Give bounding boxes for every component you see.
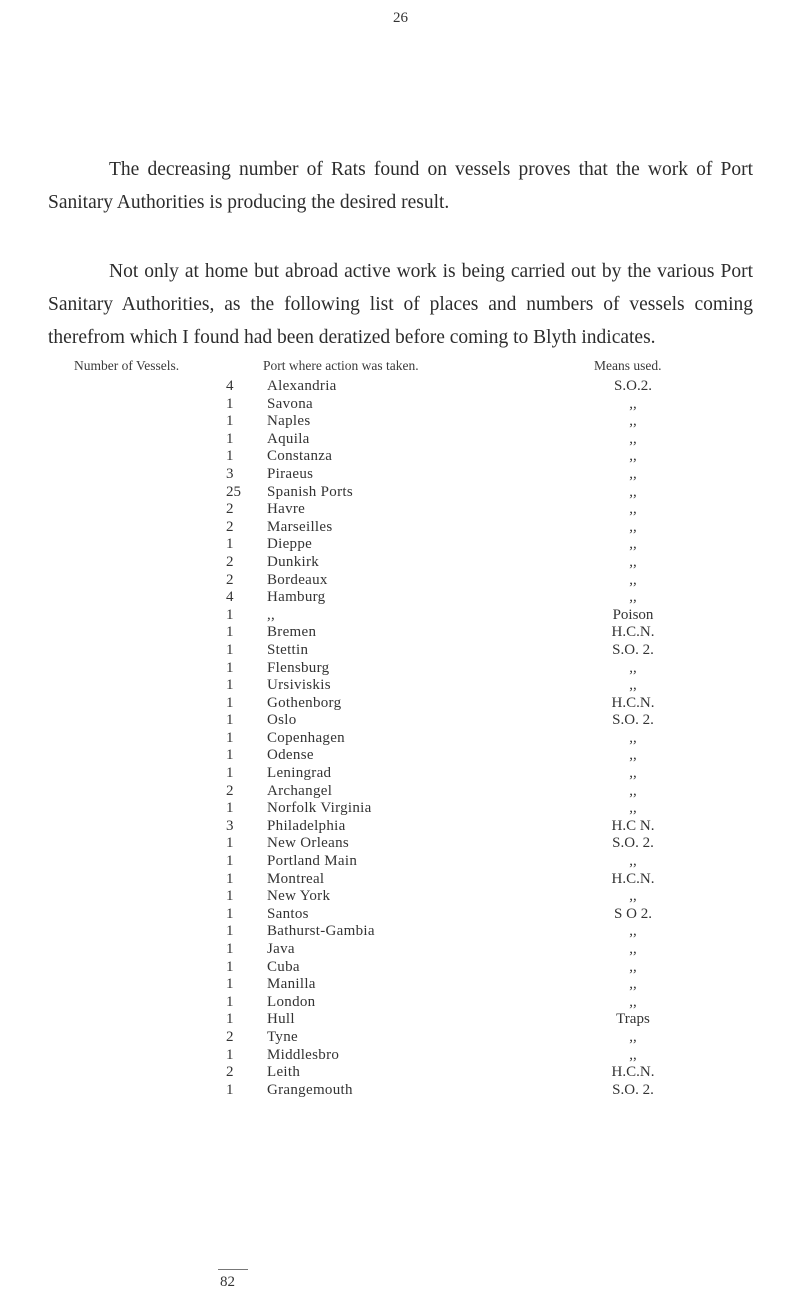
table-header (0, 354, 801, 378)
vessel-count: 1 (226, 888, 234, 905)
table-row (0, 607, 801, 625)
deratization-table-body (0, 378, 801, 1099)
port-name: Leningrad (267, 765, 332, 782)
table-row (0, 871, 801, 889)
vessel-count: 1 (226, 800, 234, 817)
vessel-count: 1 (226, 1081, 234, 1098)
means-used: ,, (629, 853, 637, 870)
port-name: Savona (267, 395, 313, 412)
table-row (0, 976, 801, 994)
port-name: Aquila (267, 430, 310, 447)
port-name: Bathurst-Gambia (267, 923, 375, 940)
port-name: Marseilles (267, 518, 333, 535)
port-name: Constanza (267, 448, 333, 465)
vessel-count: 1 (226, 923, 234, 940)
means-used: ,, (629, 448, 637, 465)
table-row (0, 941, 801, 959)
table-row (0, 660, 801, 678)
port-name: Grangemouth (267, 1081, 353, 1098)
means-used: ,, (629, 782, 637, 799)
vessel-count: 1 (226, 853, 234, 870)
means-used: H.C.N. (611, 870, 655, 887)
vessel-count: 3 (226, 817, 234, 834)
table-row (0, 747, 801, 765)
intro-paragraph: The decreasing number of Rats found on vessels proves that the work of Port Sanitary Authorities is producing the desired result. (48, 159, 753, 213)
vessel-count: 2 (226, 1028, 234, 1045)
means-used: ,, (629, 518, 637, 535)
vessel-count: 1 (226, 958, 234, 975)
total-rule (218, 1269, 248, 1270)
vessel-count: 1 (226, 1046, 234, 1063)
means-used: S.O. 2. (612, 835, 654, 852)
port-name: Havre (267, 501, 306, 518)
table-row (0, 994, 801, 1012)
means-used: H.C.N. (611, 624, 655, 641)
vessel-count: 3 (226, 465, 234, 482)
vessel-count: 2 (226, 1064, 234, 1081)
means-used: ,, (629, 923, 637, 940)
port-name: Leith (267, 1064, 301, 1081)
port-name: Montreal (267, 870, 325, 887)
table-row (0, 923, 801, 941)
table-row (0, 1064, 801, 1082)
port-name: Dunkirk (267, 553, 320, 570)
vessel-count: 1 (226, 395, 234, 412)
table-row (0, 818, 801, 836)
means-used: ,, (629, 765, 637, 782)
table-row (0, 712, 801, 730)
means-used: ,, (629, 1028, 637, 1045)
table-row (0, 800, 801, 818)
vessel-count: 1 (226, 641, 234, 658)
port-name: New Orleans (267, 835, 350, 852)
vessel-count: 1 (226, 993, 234, 1010)
vessel-count: 1 (226, 941, 234, 957)
means-used: ,, (629, 747, 637, 764)
means-used: ,, (629, 501, 637, 518)
means-used: ,, (629, 993, 637, 1010)
vessel-count: 1 (226, 430, 234, 447)
total-vessels: 82 (220, 1274, 235, 1290)
port-name: Oslo (267, 712, 297, 729)
port-name: Piraeus (267, 465, 314, 482)
vessel-count: 1 (226, 677, 234, 694)
means-used: ,, (629, 941, 637, 957)
header-number-of-vessels: Number of Vessels. (74, 358, 180, 373)
port-name: Portland Main (267, 853, 358, 870)
means-used: ,, (629, 677, 637, 694)
port-name: Spanish Ports (267, 483, 353, 500)
table-row (0, 624, 801, 642)
means-used: S O 2. (614, 905, 652, 922)
table-row (0, 888, 801, 906)
table-row (0, 1029, 801, 1047)
means-used: ,, (629, 571, 637, 588)
means-used: ,, (629, 589, 637, 606)
port-name: Philadelphia (267, 817, 346, 834)
table-row (0, 554, 801, 572)
port-name: Archangel (267, 782, 333, 799)
port-name: Bordeaux (267, 571, 328, 588)
list-intro-paragraph: Not only at home but abroad active work is being carried out by the various Port Sanitary Authorities, as the following list of places and numbers of vessels coming therefrom which I found had been deratized before coming to Blyth indicates. (48, 261, 753, 348)
table-row (0, 730, 801, 748)
vessel-count: 1 (226, 413, 234, 430)
port-name: New York (267, 888, 331, 905)
port-name: Alexandria (267, 378, 337, 394)
port-name: Copenhagen (267, 729, 345, 746)
means-used: ,, (629, 800, 637, 817)
table-row (0, 1082, 801, 1100)
table-row (0, 413, 801, 431)
vessel-count: 4 (226, 589, 234, 606)
port-name: Naples (267, 413, 311, 430)
table-row (0, 589, 801, 607)
means-used: ,, (629, 395, 637, 412)
means-used: S.O. 2. (612, 712, 654, 729)
vessel-count: 1 (226, 905, 234, 922)
vessel-count: 1 (226, 1011, 234, 1028)
means-used: H.C.N. (611, 1064, 655, 1081)
table-row (0, 765, 801, 783)
table-row (0, 501, 801, 519)
port-name: Stettin (267, 641, 309, 658)
means-used: ,, (629, 976, 637, 993)
port-name: ,, (267, 606, 276, 623)
vessel-count: 1 (226, 659, 234, 676)
port-name: Norfolk Virginia (267, 800, 372, 817)
means-used: H.C.N. (611, 694, 655, 711)
table-row (0, 484, 801, 502)
table-row (0, 396, 801, 414)
vessel-count: 1 (226, 747, 234, 764)
vessel-count: 2 (226, 518, 234, 535)
means-used: ,, (629, 465, 637, 482)
table-row (0, 1047, 801, 1065)
vessel-count: 1 (226, 606, 234, 623)
vessel-count: 1 (226, 448, 234, 465)
table-row (0, 835, 801, 853)
vessel-count: 1 (226, 624, 234, 641)
port-name: Dieppe (267, 536, 313, 553)
port-name: Hamburg (267, 589, 326, 606)
port-name: Gothenborg (267, 694, 342, 711)
table-row (0, 783, 801, 801)
means-used: ,, (629, 1046, 637, 1063)
table-row (0, 959, 801, 977)
port-name: Ursiviskis (267, 677, 331, 694)
vessel-count: 1 (226, 729, 234, 746)
means-used: Traps (616, 1011, 650, 1028)
vessel-count: 1 (226, 870, 234, 887)
means-used: Poison (612, 606, 654, 623)
port-name: Manilla (267, 976, 316, 993)
vessel-count: 2 (226, 782, 234, 799)
means-used: S.O. 2. (612, 641, 654, 658)
table-row (0, 431, 801, 449)
vessel-count: 2 (226, 553, 234, 570)
port-name: Santos (267, 905, 309, 922)
vessel-count: 25 (226, 483, 241, 500)
vessel-count: 1 (226, 712, 234, 729)
vessel-count: 1 (226, 694, 234, 711)
vessel-count: 1 (226, 835, 234, 852)
port-name: Tyne (267, 1028, 298, 1045)
header-port: Port where action was taken. (263, 358, 419, 373)
port-name: Bremen (267, 624, 317, 641)
vessel-count: 2 (226, 501, 234, 518)
port-name: London (267, 993, 316, 1010)
means-used: ,, (629, 659, 637, 676)
vessel-count: 2 (226, 571, 234, 588)
means-used: S.O. 2. (612, 1081, 654, 1098)
table-row (0, 536, 801, 554)
vessel-count: 1 (226, 976, 234, 993)
header-means-used: Means used. (594, 358, 662, 373)
table-row (0, 378, 801, 396)
port-name: Flensburg (267, 659, 330, 676)
port-name: Hull (267, 1011, 295, 1028)
port-name: Middlesbro (267, 1046, 340, 1063)
table-row (0, 695, 801, 713)
vessel-count: 1 (226, 765, 234, 782)
vessel-count: 4 (226, 378, 234, 394)
table-row (0, 519, 801, 537)
table-row (0, 853, 801, 871)
table-row (0, 466, 801, 484)
means-used: ,, (629, 958, 637, 975)
means-used: S.O.2. (614, 378, 652, 394)
port-name: Cuba (267, 958, 300, 975)
vessel-count: 1 (226, 536, 234, 553)
table-row (0, 448, 801, 466)
table-row (0, 677, 801, 695)
means-used: ,, (629, 553, 637, 570)
means-used: ,, (629, 888, 637, 905)
means-used: ,, (629, 430, 637, 447)
table-row (0, 906, 801, 924)
table-row (0, 572, 801, 590)
port-name: Odense (267, 747, 314, 764)
means-used: ,, (629, 413, 637, 430)
table-row (0, 1011, 801, 1029)
page-number: 26 (393, 10, 408, 26)
port-name: Java (267, 941, 295, 957)
means-used: ,, (629, 729, 637, 746)
table-row (0, 642, 801, 660)
means-used: H.C N. (611, 817, 655, 834)
means-used: ,, (629, 483, 637, 500)
means-used: ,, (629, 536, 637, 553)
